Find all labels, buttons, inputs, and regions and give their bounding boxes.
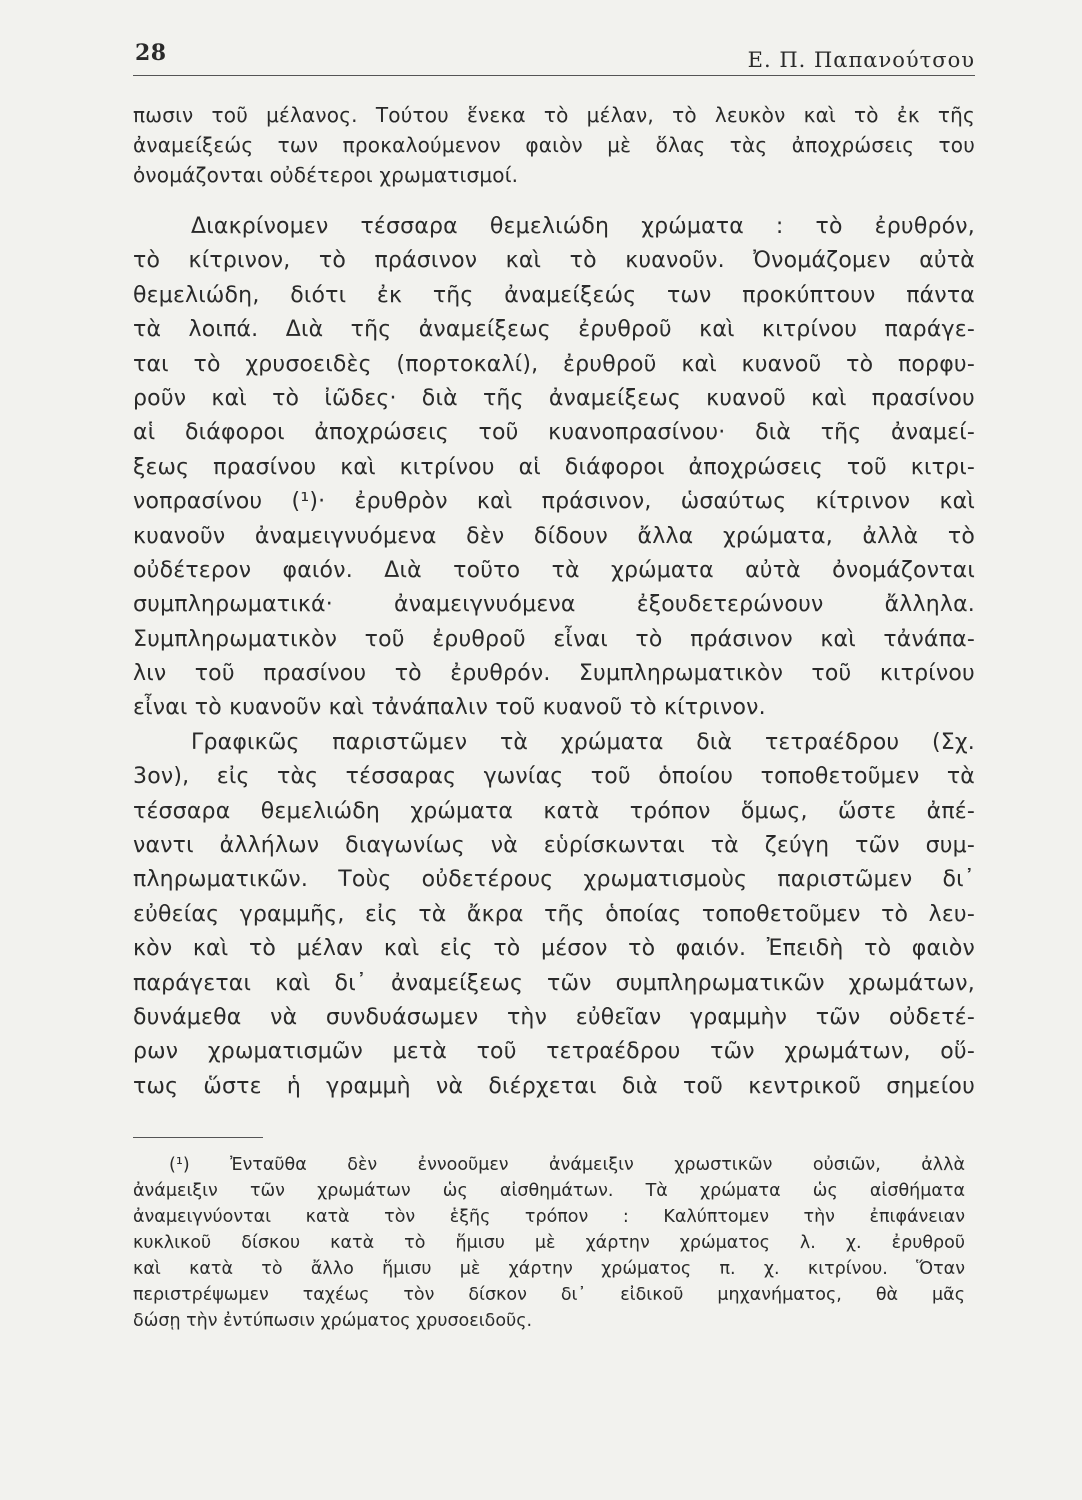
running-head: Ε. Π. Παπανούτσου — [747, 48, 975, 72]
text-line: Διακρίνομεν τέσσαρα θεμελιώδη χρώματα : τὸ ἐρυθρόν, — [191, 214, 975, 239]
footnote-line: ἀνάμειξιν τῶν χρωμάτων ὡς αἰσθημάτων. Τὰ χρώματα ὡς αἰσθήματα — [133, 1181, 965, 1201]
text-line: ξεως πρασίνου καὶ κιτρίνου αἱ διάφοροι ἀποχρώσεις τοῦ κιτρι- — [133, 454, 975, 480]
text-line: τέσσαρα θεμελιώδη χρώματα κατὰ τρόπον ὅμως, ὥστε ἀπέ- — [133, 798, 975, 824]
paragraph-2 — [133, 210, 975, 726]
footnote-line: δώσῃ τὴν ἐντύπωσιν χρώματος χρυσοειδοῦς. — [133, 1311, 533, 1331]
text-line: πωσιν τοῦ μέλανος. Τούτου ἕνεκα τὸ μέλαν, τὸ λευκὸν καὶ τὸ ἐκ τῆς — [133, 103, 975, 127]
text-line: τως ὥστε ἡ γραμμὴ νὰ διέρχεται διὰ τοῦ κεντρικοῦ σημείου — [133, 1073, 975, 1099]
footnote-line: κυκλικοῦ δίσκου κατὰ τὸ ἥμισυ μὲ χάρτην χρώματος λ. χ. ἐρυθροῦ — [133, 1233, 965, 1253]
paragraph-1 — [133, 100, 975, 190]
text-line: συμπληρωματικά· ἀναμειγνυόμενα ἐξουδετερώνουν ἄλληλα. — [133, 592, 975, 618]
text-line: ται τὸ χρυσοειδὲς (πορτοκαλί), ἐρυθροῦ καὶ κυανοῦ τὸ πορφυ- — [133, 351, 975, 377]
text-line: τὸ κίτρινον, τὸ πράσινον καὶ τὸ κυανοῦν. Ὀνομάζομεν αὐτὰ — [133, 248, 975, 274]
paragraph-3 — [133, 726, 975, 1104]
text-line: νοπρασίνου (¹)· ἐρυθρὸν καὶ πράσινον, ὡσαύτως κίτρινον καὶ — [133, 489, 975, 515]
text-line: οὐδέτερον φαιόν. Διὰ τοῦτο τὰ χρώματα αὐτὰ ὀνομάζονται — [133, 557, 975, 583]
text-line: ἀναμείξεώς των προκαλούμενον φαιὸν μὲ ὅλας τὰς ἀποχρώσεις του — [133, 133, 975, 157]
text-line: ὀνομάζονται οὐδέτεροι χρωματισμοί. — [133, 163, 519, 187]
text-line: ρων χρωματισμῶν μετὰ τοῦ τετραέδρου τῶν χρωμάτων, οὕ- — [133, 1039, 975, 1065]
footnote-line: καὶ κατὰ τὸ ἄλλο ἥμισυ μὲ χάρτην χρώματος π. χ. κιτρίνου. Ὅταν — [133, 1259, 965, 1279]
text-line: Συμπληρωματικὸν τοῦ ἐρυθροῦ εἶναι τὸ πράσινον καὶ τἀνάπα- — [133, 626, 975, 652]
text-line: εἶναι τὸ κυανοῦν καὶ τἀνάπαλιν τοῦ κυανοῦ τὸ κίτρινον. — [133, 695, 766, 721]
body-text — [133, 100, 975, 1104]
footnote-line: περιστρέψωμεν ταχέως τὸν δίσκον δι᾽ εἰδικοῦ μηχανήματος, θὰ μᾶς — [133, 1285, 965, 1305]
footnote-line: ἀναμειγνύονται κατὰ τὸν ἑξῆς τρόπον : Καλύπτομεν τὴν ἐπιφάνειαν — [133, 1207, 965, 1227]
text-line: εὐθείας γραμμῆς, εἰς τὰ ἄκρα τῆς ὁποίας τοποθετοῦμεν τὸ λευ- — [133, 901, 975, 927]
footnote — [133, 1152, 965, 1334]
page-header — [133, 38, 975, 82]
text-line: θεμελιώδη, διότι ἐκ τῆς ἀναμείξεώς των προκύπτουν πάντα — [133, 282, 975, 308]
text-line: ροῦν καὶ τὸ ἰῶδες· διὰ τῆς ἀναμείξεως κυανοῦ καὶ πρασίνου — [133, 385, 975, 411]
page-number: 28 — [135, 40, 167, 66]
header-rule — [133, 75, 975, 76]
text-line: λιν τοῦ πρασίνου τὸ ἐρυθρόν. Συμπληρωματικὸν τοῦ κιτρίνου — [133, 661, 975, 687]
footnote-rule — [133, 1137, 263, 1138]
text-line: κυανοῦν ἀναμειγνυόμενα δὲν δίδουν ἄλλα χρώματα, ἀλλὰ τὸ — [133, 523, 975, 549]
text-line: παράγεται καὶ δι᾽ ἀναμείξεως τῶν συμπληρωματικῶν χρωμάτων, — [133, 970, 975, 996]
text-line: ναντι ἀλλήλων διαγωνίως νὰ εὑρίσκωνται τὰ ζεύγη τῶν συμ- — [133, 833, 975, 859]
text-line: τὰ λοιπά. Διὰ τῆς ἀναμείξεως ἐρυθροῦ καὶ κιτρίνου παράγε- — [133, 317, 975, 343]
text-line: κὸν καὶ τὸ μέλαν καὶ εἰς τὸ μέσον τὸ φαιόν. Ἐπειδὴ τὸ φαιὸν — [133, 936, 975, 962]
text-line: δυνάμεθα νὰ συνδυάσωμεν τὴν εὐθεῖαν γραμμὴν τῶν οὐδετέ- — [133, 1004, 975, 1030]
text-line: 3ον), εἰς τὰς τέσσαρας γωνίας τοῦ ὁποίου τοποθετοῦμεν τὰ — [133, 764, 975, 790]
text-line: αἱ διάφοροι ἀποχρώσεις τοῦ κυανοπρασίνου· διὰ τῆς ἀναμεί- — [133, 420, 975, 446]
text-line: Γραφικῶς παριστῶμεν τὰ χρώματα διὰ τετραέδρου (Σχ. — [191, 729, 975, 755]
text-line: πληρωματικῶν. Τοὺς οὐδετέρους χρωματισμοὺς παριστῶμεν δι᾽ — [133, 867, 975, 893]
footnote-line: (¹) Ἐνταῦθα δὲν ἐννοοῦμεν ἀνάμειξιν χρωστικῶν οὐσιῶν, ἀλλὰ — [169, 1155, 965, 1175]
